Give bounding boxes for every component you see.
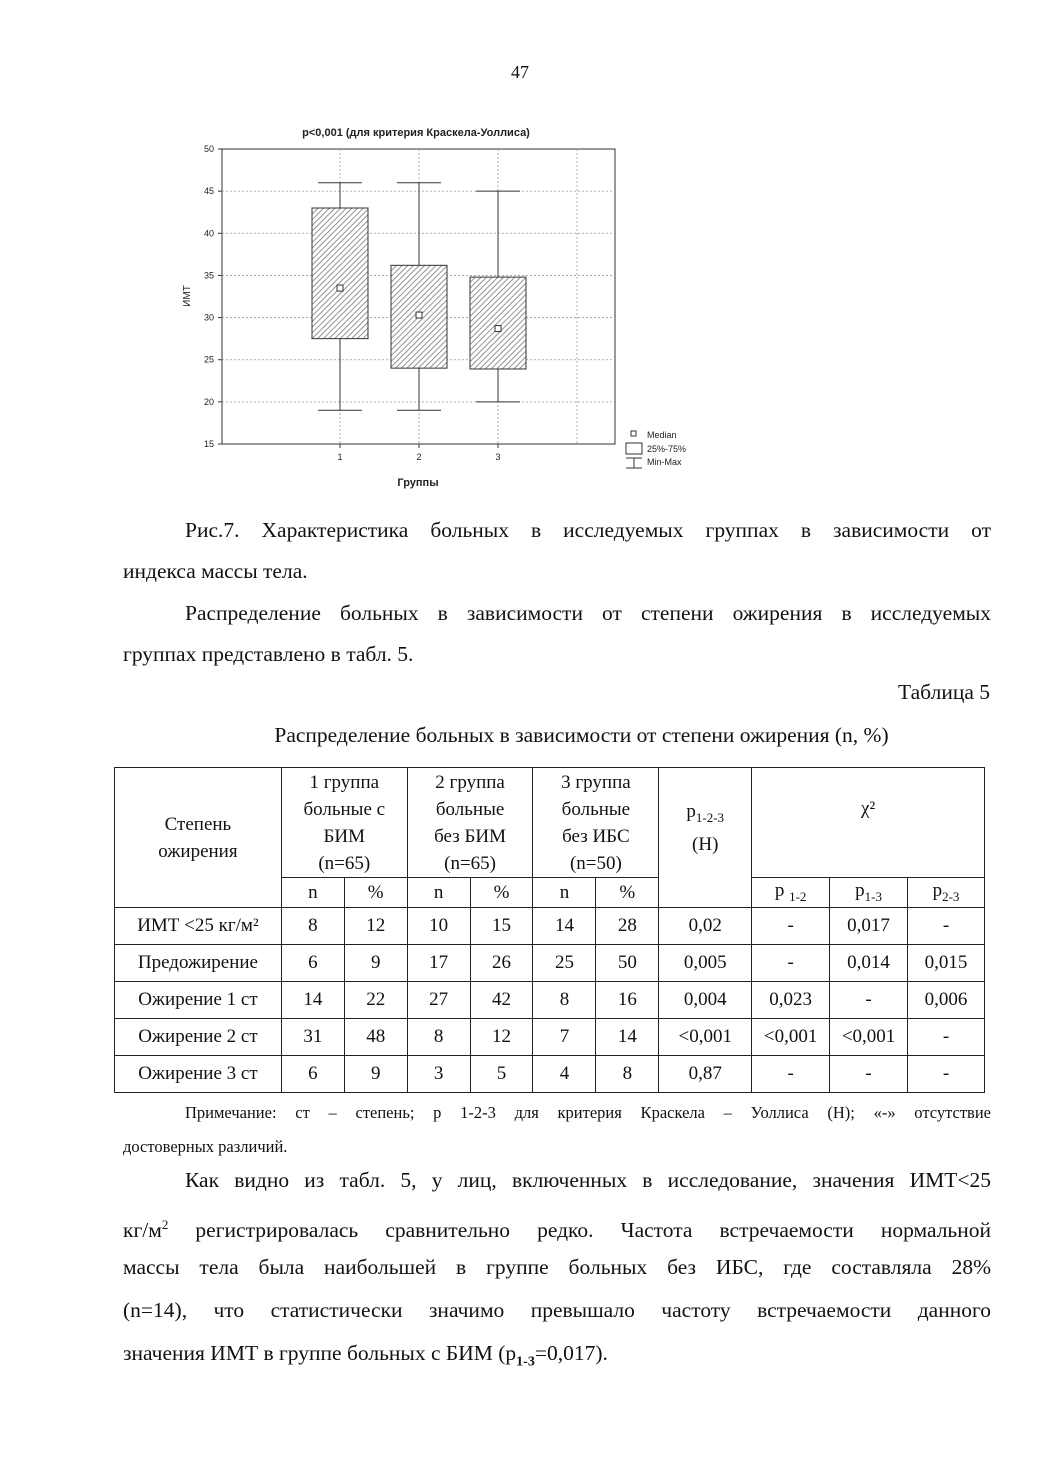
row-label-bmi-under-25: ИМТ <25 кг/м² bbox=[115, 908, 282, 945]
table-cell: 8 bbox=[596, 1056, 659, 1093]
page-number: 47 bbox=[511, 62, 529, 82]
table-cell: - bbox=[908, 1019, 985, 1056]
row-label-obesity-2: Ожирение 2 ст bbox=[115, 1019, 282, 1056]
sub-n-1: n bbox=[281, 878, 344, 908]
table-cell: 16 bbox=[596, 982, 659, 1019]
table-cell: 0,004 bbox=[659, 982, 752, 1019]
table-cell: 31 bbox=[281, 1019, 344, 1056]
sub-n-3: n bbox=[533, 878, 596, 908]
p12-label: p bbox=[774, 880, 785, 902]
y-axis-label: ИМТ bbox=[182, 285, 193, 307]
table-cell: 27 bbox=[407, 982, 470, 1019]
table-cell: 48 bbox=[344, 1019, 407, 1056]
median-marker bbox=[337, 285, 343, 291]
paragraph2-line2-a: кг/м bbox=[123, 1218, 162, 1243]
note-line1: Примечание: ст – степень; р 1-2-3 для критерия Краскела – Уоллиса (Н); «-» отсутствие bbox=[185, 1103, 991, 1122]
table-label: Таблица 5 bbox=[898, 680, 990, 704]
sub-p23 bbox=[908, 878, 985, 908]
table-cell: <0,001 bbox=[830, 1019, 908, 1056]
group3-line1: 3 группа bbox=[561, 772, 631, 793]
table-cell: 6 bbox=[281, 945, 344, 982]
paragraph2-line2 bbox=[123, 1204, 991, 1251]
median-marker bbox=[495, 326, 501, 332]
table-cell: 0,015 bbox=[908, 945, 985, 982]
p13-sub: 1-3 bbox=[864, 888, 882, 904]
group3-line4: (n=50) bbox=[569, 853, 622, 874]
table-cell: 50 bbox=[596, 945, 659, 982]
table-cell: 5 bbox=[470, 1056, 533, 1093]
group2-line3: без БИМ bbox=[434, 826, 507, 847]
paragraph2-line5 bbox=[123, 1333, 991, 1382]
table-cell: 28 bbox=[596, 908, 659, 945]
paragraph2-line5-b: =0,017). bbox=[534, 1341, 608, 1365]
table-cell: 0,006 bbox=[908, 982, 985, 1019]
table-title: Распределение больных в зависимости от степени ожирения (n, %) bbox=[274, 723, 889, 747]
chart-legend bbox=[626, 430, 686, 468]
header-degree bbox=[115, 768, 282, 908]
table-cell: 0,023 bbox=[752, 982, 830, 1019]
table-cell: 8 bbox=[407, 1019, 470, 1056]
table-cell: - bbox=[752, 1056, 830, 1093]
header-degree-line1: Степень bbox=[164, 813, 232, 835]
header-group3 bbox=[533, 768, 659, 878]
table-cell: 22 bbox=[344, 982, 407, 1019]
group1-line3: БИМ bbox=[323, 826, 366, 847]
table-cell: - bbox=[752, 908, 830, 945]
sub-pct-1: % bbox=[344, 878, 407, 908]
x-tick-label: 1 bbox=[337, 452, 343, 462]
sub-n-2: n bbox=[407, 878, 470, 908]
table-cell: 8 bbox=[533, 982, 596, 1019]
header-chi bbox=[752, 768, 985, 878]
table-cell: 12 bbox=[470, 1019, 533, 1056]
sub-p13 bbox=[830, 878, 908, 908]
table-cell: - bbox=[908, 908, 985, 945]
x-tick-label: 3 bbox=[495, 452, 501, 462]
y-tick-label: 45 bbox=[203, 186, 214, 197]
group3-line2: больные bbox=[561, 799, 631, 820]
median-marker bbox=[416, 312, 422, 318]
y-tick-label: 20 bbox=[203, 396, 214, 407]
header-group2 bbox=[407, 768, 533, 878]
boxplot-figure bbox=[170, 118, 730, 498]
table-cell: 0,014 bbox=[830, 945, 908, 982]
y-tick-label: 30 bbox=[203, 312, 214, 323]
group2-line4: (n=65) bbox=[444, 853, 497, 874]
boxplot-chart bbox=[170, 118, 730, 498]
group1-line2: больные с bbox=[303, 799, 386, 820]
table-row bbox=[115, 945, 985, 982]
table-cell: 9 bbox=[344, 1056, 407, 1093]
table-cell: <0,001 bbox=[659, 1019, 752, 1056]
table-cell: 42 bbox=[470, 982, 533, 1019]
table-cell: 6 bbox=[281, 1056, 344, 1093]
group2-line1: 2 группа bbox=[435, 772, 505, 793]
iqr-box bbox=[470, 277, 526, 369]
table-cell: 25 bbox=[533, 945, 596, 982]
x-axis-label: Группы bbox=[397, 477, 439, 489]
row-label-preobesity: Предожирение bbox=[115, 945, 282, 982]
row-label-obesity-3: Ожирение 3 ст bbox=[115, 1056, 282, 1093]
paragraph2-line2-sup: 2 bbox=[161, 1217, 169, 1232]
paragraph2-line4: (n=14), что статистически значимо превышало частоту встречаемости данного bbox=[123, 1298, 991, 1322]
table-header-row bbox=[115, 768, 985, 878]
table-row bbox=[115, 1019, 985, 1056]
table-cell: 14 bbox=[281, 982, 344, 1019]
table-cell: 26 bbox=[470, 945, 533, 982]
table-cell: 0,005 bbox=[659, 945, 752, 982]
table-cell: 15 bbox=[470, 908, 533, 945]
table-cell: 0,87 bbox=[659, 1056, 752, 1093]
sub-pct-2: % bbox=[470, 878, 533, 908]
paragraph2-line2-b: регистрировалась сравнительно редко. Частота встречаемости нормальной bbox=[168, 1218, 991, 1243]
chart-title: p<0,001 (для критерия Краскела-Уоллиса) bbox=[302, 127, 530, 139]
table-row bbox=[115, 982, 985, 1019]
p13-label: p bbox=[855, 880, 865, 902]
table-cell: 14 bbox=[533, 908, 596, 945]
sub-p12 bbox=[752, 878, 830, 908]
table-cell: 14 bbox=[596, 1019, 659, 1056]
paragraph2-line5-a: значения ИМТ в группе больных с БИМ (p bbox=[123, 1341, 517, 1365]
table-cell: 17 bbox=[407, 945, 470, 982]
table-cell: 0,017 bbox=[830, 908, 908, 945]
p123-label: p bbox=[686, 801, 696, 822]
figure-caption-line2: индекса массы тела. bbox=[123, 559, 308, 583]
group1-line1: 1 группа bbox=[309, 772, 380, 793]
table-cell: 10 bbox=[407, 908, 470, 945]
p23-label: p bbox=[932, 880, 943, 902]
table-cell: 12 bbox=[344, 908, 407, 945]
x-tick-label: 2 bbox=[416, 452, 422, 462]
y-tick-label: 15 bbox=[203, 439, 214, 449]
table-cell: 8 bbox=[281, 908, 344, 945]
table-cell: - bbox=[752, 945, 830, 982]
paragraph1-line2: группах представлено в табл. 5. bbox=[123, 642, 414, 666]
table-cell: 3 bbox=[407, 1056, 470, 1093]
table-row bbox=[115, 908, 985, 945]
table-row bbox=[115, 1056, 985, 1093]
y-tick-label: 40 bbox=[203, 228, 214, 239]
p123-sub: 1-2-3 bbox=[695, 809, 725, 825]
group2-line2: больные bbox=[435, 799, 505, 820]
figure-caption-line1: Рис.7. Характеристика больных в исследуемых группах в зависимости от bbox=[185, 518, 991, 542]
legend-box-marker bbox=[626, 443, 642, 454]
legend-median-marker bbox=[631, 431, 636, 436]
table-cell: <0,001 bbox=[752, 1019, 830, 1056]
chi-label: χ² bbox=[861, 798, 876, 819]
legend-box-label: 25%-75% bbox=[647, 444, 687, 454]
iqr-box bbox=[312, 208, 368, 339]
table-note bbox=[123, 1096, 991, 1164]
table-cell: 0,02 bbox=[659, 908, 752, 945]
y-tick-label: 35 bbox=[203, 270, 214, 281]
table-cell: 7 bbox=[533, 1019, 596, 1056]
sub-pct-3: % bbox=[596, 878, 659, 908]
group3-line3: без ИБС bbox=[562, 826, 630, 847]
paragraph2-line3: массы тела была наибольшей в группе больных без ИБС, где составляла 28% bbox=[123, 1255, 991, 1279]
paragraph2-line5-sub: 1-3 bbox=[516, 1354, 535, 1370]
p123-h: (H) bbox=[692, 833, 719, 855]
legend-whisker-label: Min-Max bbox=[647, 457, 682, 467]
header-group1 bbox=[281, 768, 407, 878]
header-p123 bbox=[659, 768, 752, 908]
header-degree-line2: ожирения bbox=[158, 840, 238, 862]
y-tick-label: 25 bbox=[203, 354, 214, 365]
legend-median-label: Median bbox=[647, 430, 677, 440]
p23-sub: 2-3 bbox=[942, 888, 960, 904]
table-cell: 9 bbox=[344, 945, 407, 982]
obesity-table bbox=[114, 767, 985, 1093]
p12-sub: 1-2 bbox=[789, 888, 807, 904]
table-cell: - bbox=[830, 982, 908, 1019]
paragraph2-line1: Как видно из табл. 5, у лиц, включенных в исследование, значения ИМТ<25 bbox=[185, 1168, 991, 1192]
note-line2: достоверных различий. bbox=[123, 1137, 288, 1156]
row-label-obesity-1: Ожирение 1 ст bbox=[115, 982, 282, 1019]
table-cell: - bbox=[908, 1056, 985, 1093]
table-cell: - bbox=[830, 1056, 908, 1093]
paragraph1-line1: Распределение больных в зависимости от степени ожирения в исследуемых bbox=[185, 601, 991, 625]
group1-line4: (n=65) bbox=[318, 853, 371, 874]
y-tick-label: 50 bbox=[203, 144, 214, 154]
table-cell: 4 bbox=[533, 1056, 596, 1093]
